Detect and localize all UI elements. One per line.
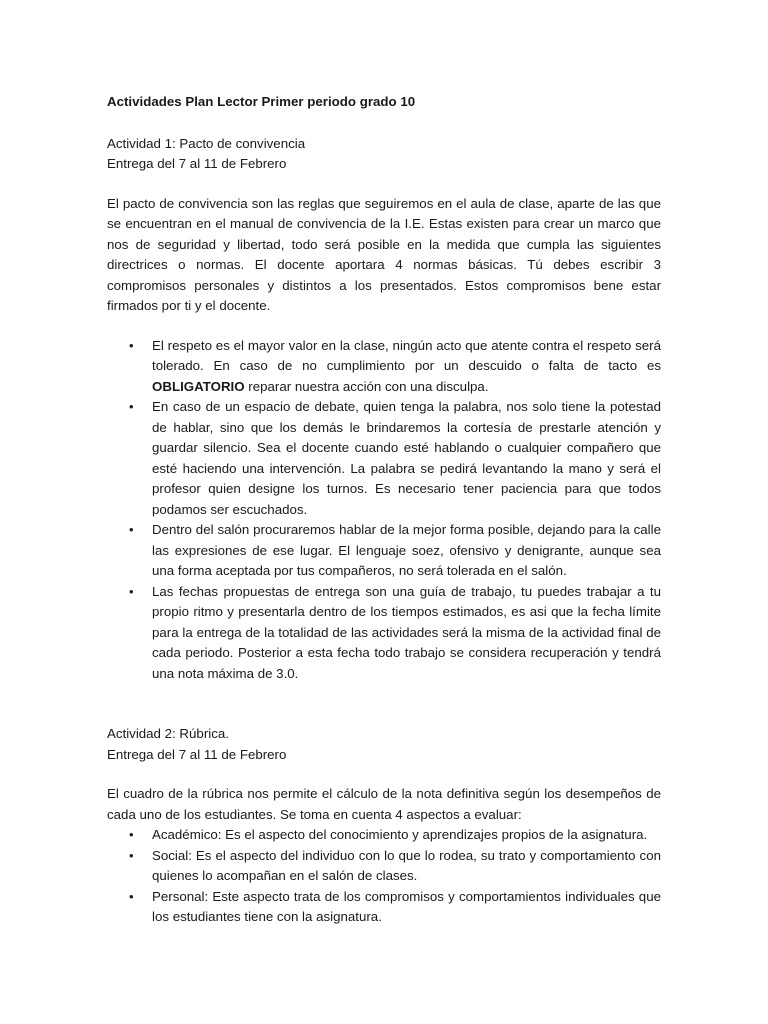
list-item bbox=[107, 846, 661, 887]
bullet-icon: • bbox=[129, 827, 134, 842]
aspect-personal-text: Personal: Este aspecto trata de los compromisos y comportamientos individuales que los estudiantes tiene con la asignatura. bbox=[152, 888, 661, 924]
bullet-icon: • bbox=[129, 847, 134, 863]
rule-2-text: En caso de un espacio de debate, quien tenga la palabra, nos solo tiene la potestad de hablar, sino que los demás le brindaremos la cortesía de prestarle atención y guardar silencio. Sea el docente cuando esté hablando o cualquier compañero que esté haciendo una intervención. La palabra se pedirá levantando la mano y será el profesor quien designe los turnos. Es necesario tener paciencia para que todos podamos ser escuchados. bbox=[152, 399, 661, 517]
list-item bbox=[107, 887, 661, 928]
list-item bbox=[107, 582, 661, 685]
bullet-icon: • bbox=[129, 399, 134, 414]
list-item bbox=[107, 825, 661, 846]
rule-1-text-before: El respeto es el mayor valor en la clase, ningún acto que atente contra el respeto será tolerado. En caso de no cumplimiento por un descuido o falta de tacto es bbox=[152, 337, 661, 373]
list-item bbox=[107, 520, 661, 582]
rule-4-text: Las fechas propuestas de entrega son una guía de trabajo, tu puedes trabajar a tu propio ritmo y presentarla dentro de los tiempos estimados, es asi que la fecha límite para la entrega de la totalidad de las actividades será la misma de la actividad final de cada periodo. Posterior a esta fecha todo trabajo se considera recuperación y tendrá una nota máxima de 3.0. bbox=[152, 583, 661, 681]
activity2-heading: Actividad 2: Rúbrica. bbox=[107, 726, 229, 741]
document-page bbox=[107, 92, 661, 928]
rubric-aspects-list bbox=[107, 825, 661, 928]
list-item bbox=[107, 336, 661, 398]
spacer bbox=[107, 684, 661, 724]
rule-3-text: Dentro del salón procuraremos hablar de la mejor forma posible, dejando para la calle las expresiones de ese lugar. El lenguaje soez, ofensivo y denigrante, aunque sea una forma aceptada por tus compañeros, no será tolerada en el salón. bbox=[152, 522, 661, 578]
activity2-intro: El cuadro de la rúbrica nos permite el cálculo de la nota definitiva según los desempeños de cada uno de los estudiantes. Se toma en cuenta 4 aspectos a evaluar: bbox=[107, 786, 661, 822]
bullet-icon: • bbox=[129, 522, 134, 537]
aspect-social-text: Social: Es el aspecto del individuo con lo que lo rodea, su trato y comportamiento con quienes lo acompañan en el salón de clases. bbox=[152, 847, 661, 883]
rule-1-emphasis: OBLIGATORIO bbox=[152, 378, 245, 394]
bullet-icon: • bbox=[129, 337, 134, 353]
bullet-icon: • bbox=[129, 888, 134, 904]
list-item bbox=[107, 397, 661, 520]
rule-1-text-after: reparar nuestra acción con una disculpa. bbox=[244, 378, 489, 394]
spacer bbox=[107, 113, 661, 134]
activity2-dates: Entrega del 7 al 11 de Febrero bbox=[107, 746, 287, 762]
bullet-icon: • bbox=[129, 583, 134, 599]
spacer bbox=[107, 765, 661, 784]
activity1-dates: Entrega del 7 al 11 de Febrero bbox=[107, 156, 287, 171]
spacer bbox=[107, 317, 661, 336]
convivencia-rules-list bbox=[107, 336, 661, 685]
document-title: Actividades Plan Lector Primer periodo grado 10 bbox=[107, 94, 416, 109]
activity1-intro: El pacto de convivencia son las reglas que seguiremos en el aula de clase, aparte de las que se encuentran en el manual de convivencia de la I.E. Estas existen para crear un marco que nos de seguridad y libertad, todo será posible en la medida que cumpla las siguientes directrices o normas. El docente aportara 4 normas básicas. Tú debes escribir 3 compromisos personales y distintos a los presentados. Estos compromisos bene estar firmados por ti y el docente. bbox=[107, 195, 661, 313]
aspect-academico-text: Académico: Es el aspecto del conocimiento y aprendizajes propios de la asignatura. bbox=[152, 827, 648, 842]
spacer bbox=[107, 175, 661, 194]
activity1-heading: Actividad 1: Pacto de convivencia bbox=[107, 135, 306, 151]
